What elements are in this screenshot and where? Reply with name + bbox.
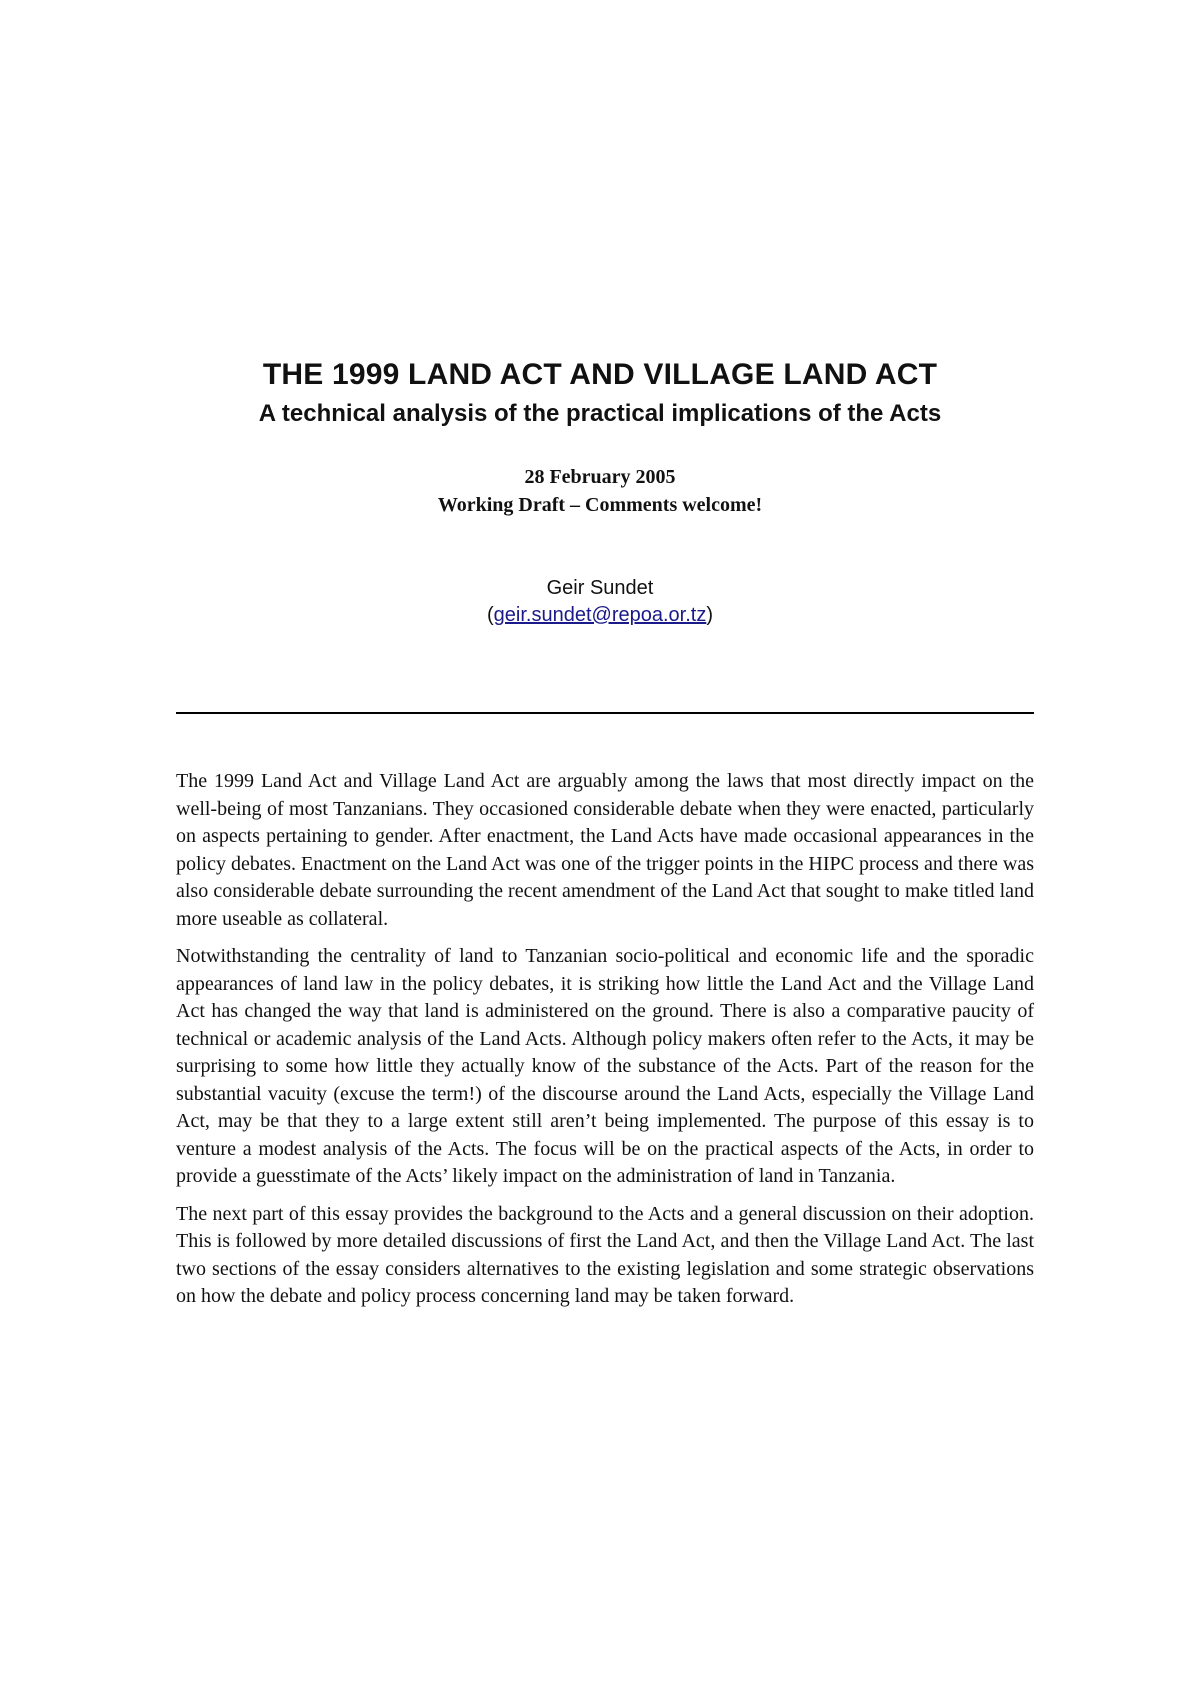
author-name: Geir Sundet (546, 577, 654, 599)
document-title: THE 1999 LAND ACT AND VILLAGE LAND ACT (262, 358, 938, 391)
email-open-paren: ( (487, 604, 494, 626)
horizontal-divider (176, 712, 1034, 714)
paragraph: The 1999 Land Act and Village Land Act are arguably among the laws that most directly impact on the well-being of most Tanzanians. They occasioned considerable debate when they were enacted, particularly on aspects pertaining to gender. After enactment, the Land Acts have made occasional appearances in the policy debates. Enactment on the Land Act was one of the trigger points in the HIPC process and there was also considerable debate surrounding the recent amendment of the Land Act that sought to make titled land more useable as collateral. (176, 770, 1034, 930)
draft-note: Working Draft – Comments welcome! (437, 494, 763, 516)
body-text (176, 768, 1034, 1321)
paragraph: Notwithstanding the centrality of land to Tanzanian socio-political and economic life and the sporadic appearances of land law in the policy debates, it is striking how little the Land Act and the Village Land Act has changed the way that land is administered on the ground. There is also a comparative paucity of technical or academic analysis of the Land Acts. Although policy makers often refer to the Acts, it may be surprising to some how little they actually know of the substance of the Acts. Part of the reason for the substantial vacuity (excuse the term!) of the discourse around the Land Acts, especially the Village Land Act, may be that they to a large extent still aren’t being implemented. The purpose of this essay is to venture a modest analysis of the Acts. The focus will be on the practical aspects of the Acts, in order to provide a guesstimate of the Acts’ likely impact on the administration of land in Tanzania. (176, 945, 1034, 1187)
document-subtitle: A technical analysis of the practical implications of the Acts (258, 400, 942, 427)
email-close-paren: ) (706, 604, 713, 626)
document-date: 28 February 2005 (524, 466, 676, 488)
author-email-line (0, 604, 1200, 627)
author-email-link[interactable]: geir.sundet@repoa.or.tz (493, 604, 707, 626)
paragraph: The next part of this essay provides the background to the Acts and a general discussion on their adoption. This is followed by more detailed discussions of first the Land Act, and then the Village Land Act. The last two sections of the essay considers alternatives to the existing legislation and some strategic observations on how the debate and policy process concerning land may be taken forward. (176, 1202, 1034, 1307)
